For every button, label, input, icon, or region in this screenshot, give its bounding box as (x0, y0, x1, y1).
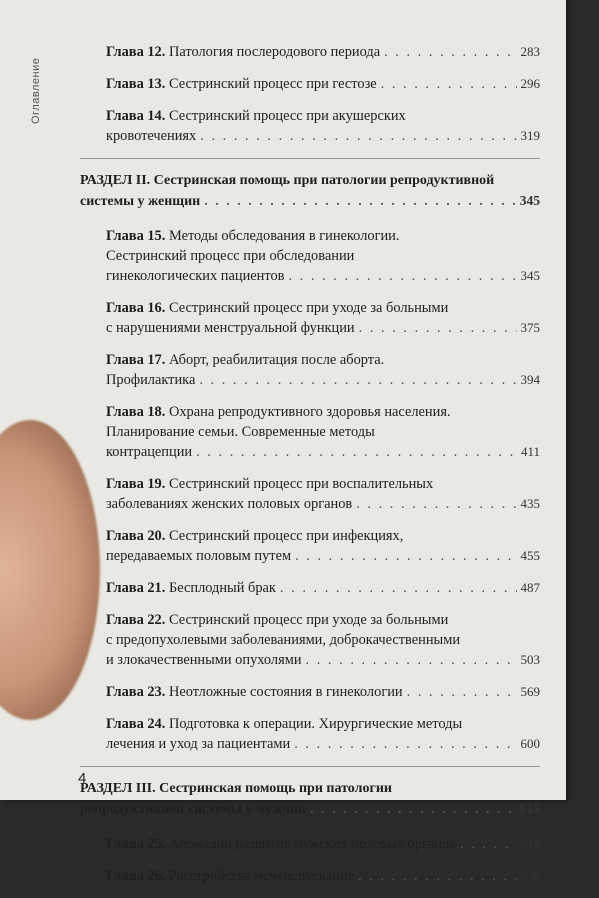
leader-dots (196, 442, 517, 462)
toc-line-text (106, 714, 462, 734)
toc-label: Глава 15. (106, 228, 166, 244)
toc-line (106, 734, 540, 754)
toc-page-number: 345 (520, 268, 540, 283)
leader-dots (204, 192, 515, 212)
toc-line (106, 126, 540, 146)
toc-title: с предопухолевыми заболеваниями, доброкачественными (106, 632, 461, 648)
toc-title: Сестринский процесс при уходе за больными (168, 612, 449, 628)
leader-dots (294, 734, 516, 754)
toc-line-text (106, 266, 284, 286)
toc-title: Подготовка к операции. Хирургические методы (168, 716, 463, 732)
toc-page-number: 411 (520, 444, 540, 459)
toc-title: заболеваниях женских половых органов (106, 496, 353, 512)
toc-chapter (106, 106, 540, 146)
toc-title: Сестринская помощь при патологии репродуктивной (153, 173, 495, 188)
toc-line-text (106, 42, 380, 62)
toc-chapter (106, 474, 540, 514)
toc-chapter (106, 402, 540, 462)
toc-title: Сестринский процесс при гестозе (168, 76, 377, 92)
toc-line-text (106, 402, 451, 422)
toc-line-text (106, 546, 291, 566)
toc-line (106, 610, 540, 630)
toc-line-text (106, 74, 377, 94)
toc-line (106, 474, 540, 494)
toc-title: системы у женщин (80, 194, 201, 209)
toc-title: Сестринский процесс при обследовании (106, 248, 355, 264)
toc-chapter (106, 526, 540, 566)
toc-line (106, 422, 540, 442)
section-divider (80, 158, 540, 159)
toc-line-text (106, 610, 448, 630)
leader-dots (381, 74, 517, 94)
leader-dots (306, 650, 517, 670)
toc-line (80, 799, 540, 820)
toc-page-number: 503 (520, 652, 540, 667)
toc-line (106, 682, 540, 702)
toc-line-text (106, 734, 290, 754)
toc-page-number: 636 (520, 868, 540, 883)
toc-title: и злокачественными опухолями (106, 652, 302, 668)
toc-line (106, 714, 540, 734)
leader-dots (460, 834, 516, 854)
toc-title: Аборт, реабилитация после аборта. (168, 352, 385, 368)
toc-title: Патология послеродового периода (168, 44, 381, 60)
toc-line (106, 350, 540, 370)
toc-title: контрацепции (106, 444, 193, 460)
toc-page-number: 319 (520, 128, 540, 143)
toc-line (80, 171, 540, 191)
toc-title: Сестринский процесс при воспалительных (168, 476, 434, 492)
toc-chapter (106, 682, 540, 702)
toc-line (106, 106, 540, 126)
toc-chapter (106, 578, 540, 598)
toc-title: кровотечениях (106, 128, 197, 144)
leader-dots (358, 866, 516, 886)
toc-line (106, 866, 540, 886)
toc-title: Сестринский процесс при инфекциях, (168, 528, 404, 544)
toc-line (80, 191, 540, 212)
toc-page-number: 487 (520, 580, 540, 595)
toc-line (106, 834, 540, 854)
toc-page-number: 394 (520, 372, 540, 387)
toc-line (106, 298, 540, 318)
toc-title: Планирование семьи. Современные методы (106, 424, 375, 440)
toc-line (106, 578, 540, 598)
toc-title: Неотложные состояния в гинекологии (168, 684, 403, 700)
toc-line-text (106, 866, 354, 886)
toc-line-text (80, 800, 306, 820)
toc-line (106, 650, 540, 670)
toc-label: Глава 18. (106, 404, 166, 420)
toc-line (106, 402, 540, 422)
toc-label: Глава 24. (106, 716, 166, 732)
toc-chapter (106, 298, 540, 338)
toc-line-text (80, 192, 200, 212)
toc-page-number: 569 (520, 684, 540, 699)
section-divider (80, 766, 540, 767)
toc-chapter (106, 714, 540, 754)
toc-title: Профилактика (106, 372, 196, 388)
toc-title: Методы обследования в гинекологии. (168, 228, 400, 244)
leader-dots (384, 42, 516, 62)
toc-label: Глава 13. (106, 76, 166, 92)
toc-label: Глава 19. (106, 476, 166, 492)
toc-title: лечения и уход за пациентами (106, 736, 291, 752)
leader-dots (310, 800, 516, 820)
toc-line (106, 318, 540, 338)
toc-line (80, 779, 540, 799)
running-header: Оглавление (30, 57, 42, 124)
toc-title: Расстройства мочеиспускания (168, 868, 355, 884)
toc-chapter (106, 610, 540, 670)
toc-title: передаваемых половым путем (106, 548, 292, 564)
toc-line (106, 546, 540, 566)
toc-line (106, 74, 540, 94)
toc-line-text (106, 630, 460, 650)
toc-title: Сестринский процесс при акушерских (168, 108, 406, 124)
toc-line (106, 630, 540, 650)
toc-line-text (106, 442, 192, 462)
toc-page-number: 615 (519, 801, 540, 816)
toc-line-text (80, 171, 494, 191)
toc-line (106, 226, 540, 246)
toc-line (106, 370, 540, 390)
toc-line-text (106, 682, 403, 702)
toc-label: Глава 26. (106, 868, 166, 884)
toc-page-number: 455 (520, 548, 540, 563)
toc-line (106, 266, 540, 286)
toc-label: Глава 12. (106, 44, 166, 60)
toc-line-text (106, 298, 448, 318)
toc-chapter (106, 42, 540, 62)
toc-label: РАЗДЕЛ III. (80, 781, 156, 796)
table-of-contents (80, 42, 540, 898)
toc-line-text (106, 526, 403, 546)
toc-line-text (106, 834, 456, 854)
toc-chapter (106, 866, 540, 886)
toc-line (106, 442, 540, 462)
leader-dots (359, 318, 517, 338)
leader-dots (200, 126, 516, 146)
toc-label: Глава 22. (106, 612, 166, 628)
toc-title: Бесплодный брак (168, 580, 276, 596)
toc-line (106, 526, 540, 546)
page-number: 4 (78, 770, 87, 787)
toc-title: с нарушениями менструальной функции (106, 320, 355, 336)
toc-line-text (106, 350, 384, 370)
toc-page-number: 435 (520, 496, 540, 511)
toc-line (106, 42, 540, 62)
toc-line-text (106, 494, 352, 514)
toc-line-text (106, 650, 302, 670)
toc-page-number: 296 (520, 76, 540, 91)
toc-page-number: 283 (520, 44, 540, 59)
toc-line-text (106, 226, 399, 246)
toc-line-text (106, 370, 195, 390)
toc-line-text (106, 106, 406, 126)
toc-line-text (106, 126, 196, 146)
leader-dots (288, 266, 516, 286)
toc-title: репродуктивной системы у мужчин (80, 802, 306, 817)
toc-line (106, 246, 540, 266)
toc-line-text (80, 779, 392, 799)
leader-dots (407, 682, 517, 702)
leader-dots (295, 546, 516, 566)
toc-title: Аномалии развития мужских половых органов (168, 836, 457, 852)
toc-page-number: 375 (520, 320, 540, 335)
toc-label: Глава 20. (106, 528, 166, 544)
toc-chapter (106, 834, 540, 854)
toc-page-number: 345 (519, 193, 540, 208)
toc-label: Глава 25. (106, 836, 166, 852)
toc-title: гинекологических пациентов (106, 268, 285, 284)
toc-label: РАЗДЕЛ II. (80, 173, 151, 188)
toc-label: Глава 23. (106, 684, 166, 700)
toc-line-text (106, 318, 355, 338)
toc-title: Охрана репродуктивного здоровья населения. (168, 404, 451, 420)
toc-chapter (106, 350, 540, 390)
toc-label: Глава 16. (106, 300, 166, 316)
toc-line-text (106, 422, 375, 442)
toc-chapter (106, 74, 540, 94)
toc-chapter (106, 226, 540, 286)
toc-line-text (106, 578, 276, 598)
toc-line-text (106, 246, 354, 266)
toc-page-number: 615 (520, 836, 540, 851)
toc-line-text (106, 474, 433, 494)
toc-line (106, 494, 540, 514)
toc-label: Глава 21. (106, 580, 166, 596)
toc-label: Глава 17. (106, 352, 166, 368)
toc-page-number: 600 (520, 736, 540, 751)
leader-dots (280, 578, 517, 598)
leader-dots (356, 494, 516, 514)
toc-label: Глава 14. (106, 108, 166, 124)
leader-dots (199, 370, 516, 390)
toc-section (80, 171, 540, 212)
toc-title: Сестринская помощь при патологии (159, 781, 392, 796)
toc-title: Сестринский процесс при уходе за больными (168, 300, 449, 316)
